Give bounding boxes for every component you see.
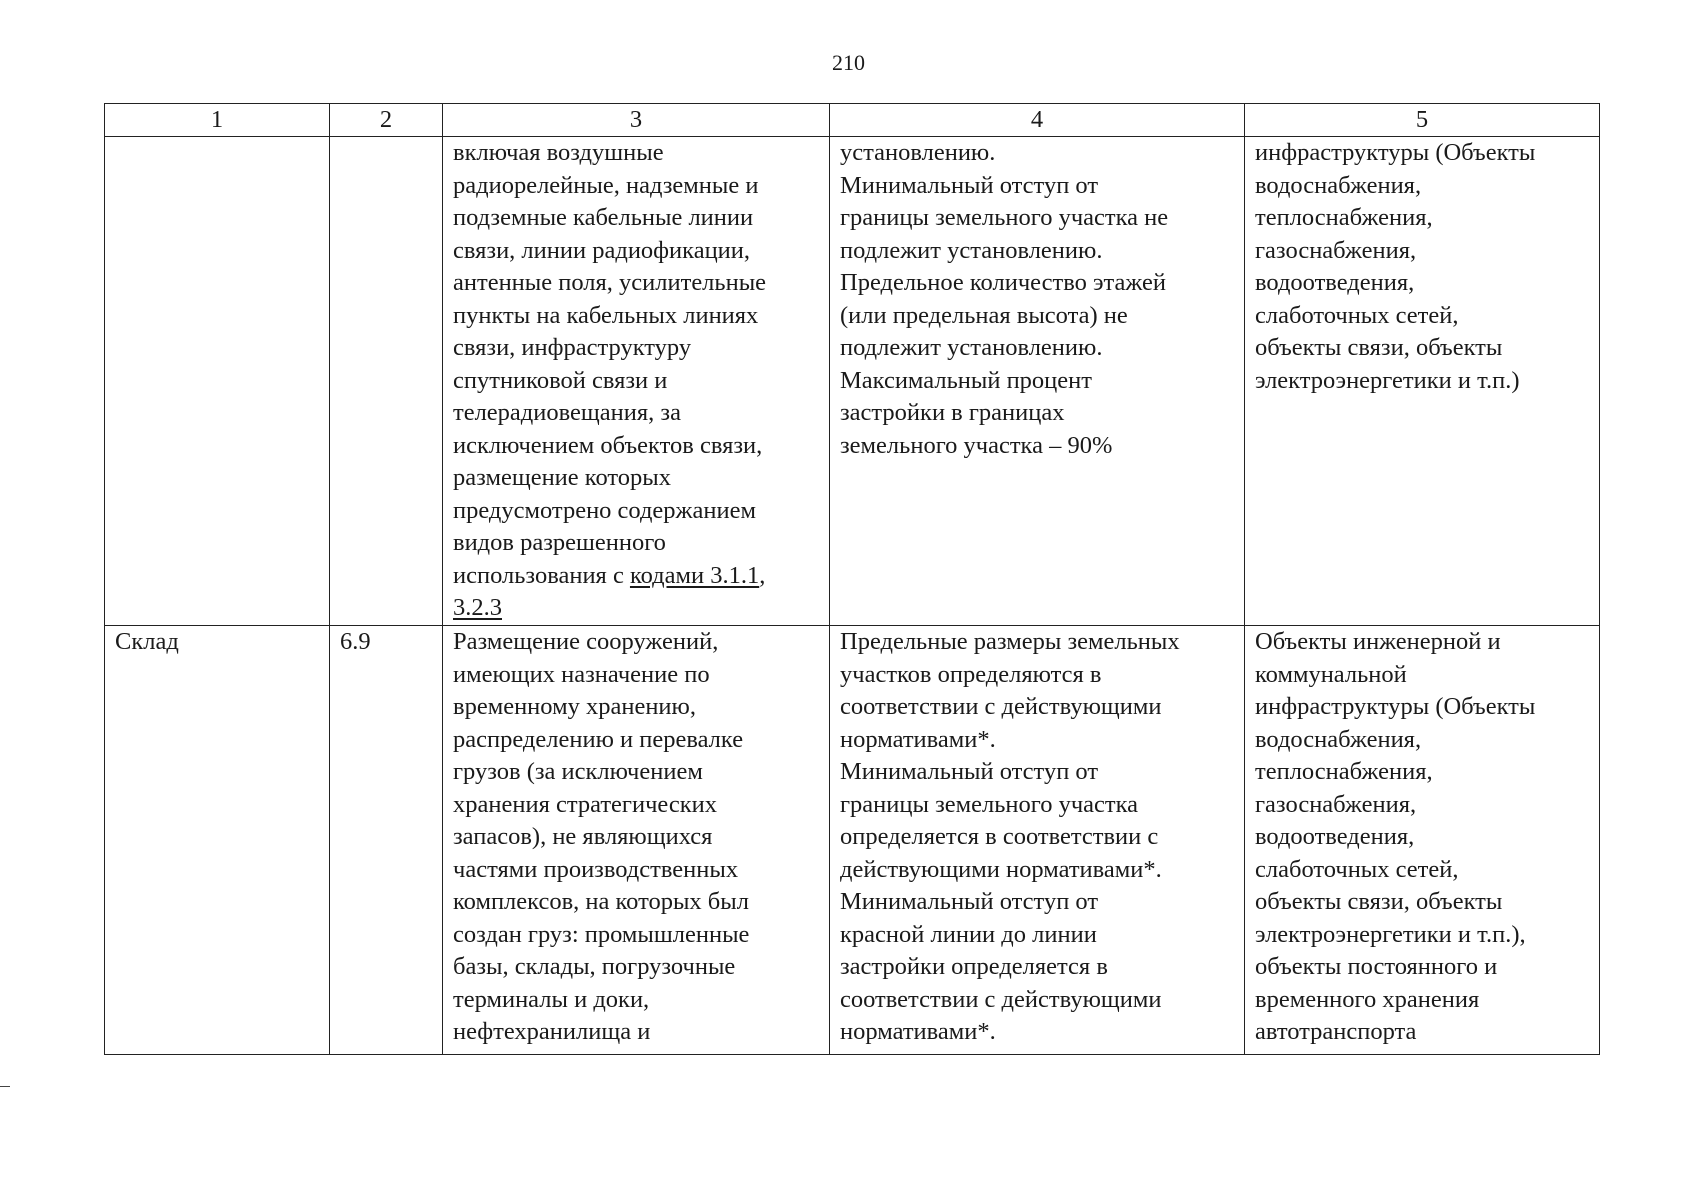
cell-parameters	[830, 137, 1245, 626]
text-line: Минимальный отступ от	[840, 758, 1099, 785]
cell-parameters	[830, 626, 1245, 1055]
text-line: застройки в границах	[840, 399, 1065, 426]
text-line: определяется в соответствии с	[840, 823, 1159, 850]
text-line: временному хранению,	[453, 693, 696, 720]
text-fragment: использования с	[453, 561, 630, 589]
text-line: автотранспорта	[1255, 1018, 1417, 1045]
cell-accessory-uses	[1245, 137, 1600, 626]
text-fragment: ,	[759, 561, 766, 589]
text-line: запасов), не являющихся	[453, 823, 713, 850]
text-line: базы, склады, погрузочные	[453, 953, 736, 980]
text-line: водоснабжения,	[1255, 725, 1422, 753]
table-row	[105, 137, 1600, 626]
text-line: действующими нормативами*.	[840, 855, 1162, 883]
text-line: газоснабжения,	[1255, 790, 1417, 818]
text-line: коммунальной	[1255, 660, 1407, 688]
text-line: объекты постоянного и	[1255, 953, 1498, 980]
header-row	[105, 104, 1600, 137]
text-line: границы земельного участка	[840, 790, 1139, 818]
column-header-3: 3	[443, 104, 830, 137]
text-line: нефтехранилища и	[453, 1018, 651, 1045]
text-line: спутниковой связи и	[453, 366, 668, 394]
text-line: слаботочных сетей,	[1255, 855, 1459, 883]
text-line: хранения стратегических	[453, 790, 718, 818]
text-line: газоснабжения,	[1255, 236, 1417, 264]
text-line: Минимальный отступ от	[840, 888, 1099, 915]
text-line: водоснабжения,	[1255, 171, 1422, 199]
cell-name	[105, 137, 330, 626]
text-line: водоотведения,	[1255, 269, 1415, 296]
cell-name: Склад	[105, 626, 330, 1055]
text-line: подлежит установлению.	[840, 236, 1103, 264]
text-line: Объекты инженерной и	[1255, 628, 1501, 655]
text-line: электроэнергетики и т.п.),	[1255, 920, 1526, 948]
text-line: слаботочных сетей,	[1255, 301, 1459, 329]
text-line: объекты связи, объекты	[1255, 334, 1503, 361]
text-line: теплоснабжения,	[1255, 204, 1433, 231]
text-line: терминалы и доки,	[453, 985, 650, 1013]
text-line: красной линии до линии	[840, 920, 1097, 948]
text-line: участков определяются в	[840, 660, 1102, 688]
text-line: водоотведения,	[1255, 823, 1415, 850]
text-line: связи, линии радиофикации,	[453, 236, 751, 264]
text-line	[453, 560, 821, 593]
page-number: 210	[832, 50, 865, 75]
cell-code	[330, 137, 443, 626]
text-line: подземные кабельные линии	[453, 204, 754, 231]
text-line: антенные поля, усилительные	[453, 269, 767, 296]
text-line: распределению и перевалке	[453, 725, 744, 753]
column-header-4: 4	[830, 104, 1245, 137]
text-line: соответствии с действующими	[840, 693, 1162, 720]
text-line: включая воздушные	[453, 139, 664, 166]
text-line: Максимальный процент	[840, 366, 1092, 394]
column-header-2: 2	[330, 104, 443, 137]
cell-description	[443, 626, 830, 1055]
regulations-table	[104, 103, 1600, 1055]
column-header-1: 1	[105, 104, 330, 137]
text-line: видов разрешенного	[453, 529, 666, 556]
text-line: инфраструктуры (Объекты	[1255, 139, 1536, 166]
text-line: теплоснабжения,	[1255, 758, 1433, 785]
text-line: соответствии с действующими	[840, 985, 1162, 1013]
text-line: Размещение сооружений,	[453, 628, 719, 655]
text-line: Предельное количество этажей	[840, 269, 1166, 296]
text-line: радиорелейные, надземные и	[453, 171, 759, 199]
text-line: частями производственных	[453, 855, 739, 883]
text-line: Предельные размеры земельных	[840, 628, 1180, 655]
text-line: телерадиовещания, за	[453, 399, 681, 426]
text-line: пункты на кабельных линиях	[453, 301, 759, 329]
text-line: земельного участка – 90%	[840, 431, 1113, 459]
text-line: грузов (за исключением	[453, 758, 703, 785]
text-line: электроэнергетики и т.п.)	[1255, 366, 1520, 394]
text-line: установлению.	[840, 139, 996, 166]
text-line: временного хранения	[1255, 985, 1480, 1013]
text-line: (или предельная высота) не	[840, 301, 1128, 329]
table-row	[105, 626, 1600, 1055]
text-line: объекты связи, объекты	[1255, 888, 1503, 915]
text-line: предусмотрено содержанием	[453, 496, 756, 524]
text-line: создан груз: промышленные	[453, 920, 750, 948]
code-link[interactable]: 3.2.3	[453, 594, 502, 621]
cell-code: 6.9	[330, 626, 443, 1055]
text-line: Минимальный отступ от	[840, 171, 1099, 199]
text-line: комплексов, на которых был	[453, 888, 749, 915]
text-line: нормативами*.	[840, 725, 996, 753]
cell-description	[443, 137, 830, 626]
text-line: границы земельного участка не	[840, 204, 1169, 231]
text-line: размещение которых	[453, 464, 671, 491]
text-line: имеющих назначение по	[453, 660, 710, 688]
text-line: связи, инфраструктуру	[453, 334, 692, 361]
column-header-5: 5	[1245, 104, 1600, 137]
text-line: исключением объектов связи,	[453, 431, 763, 459]
text-line: застройки определяется в	[840, 953, 1108, 980]
text-line: нормативами*.	[840, 1018, 996, 1045]
scan-edge-mark	[0, 1086, 10, 1087]
code-link[interactable]: кодами 3.1.1	[629, 561, 760, 589]
text-line: инфраструктуры (Объекты	[1255, 693, 1536, 720]
text-line: подлежит установлению.	[840, 334, 1103, 361]
cell-accessory-uses	[1245, 626, 1600, 1055]
